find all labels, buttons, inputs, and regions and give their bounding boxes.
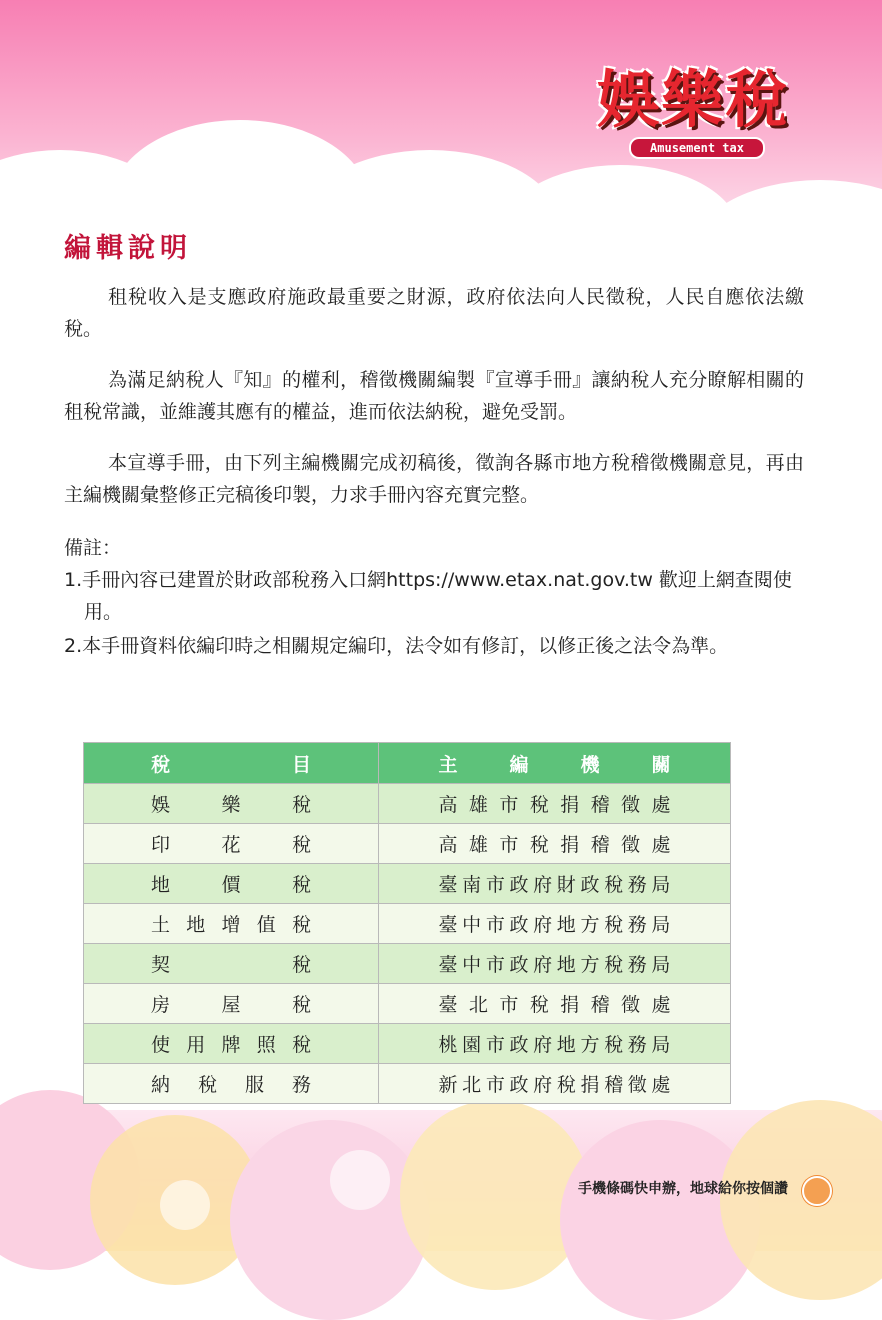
cell-text: 娛 樂 稅 (151, 794, 311, 816)
cell-text: 高 雄 市 稅 捐 稽 徵 處 (438, 834, 671, 856)
footer-slogan: 手機條碼快申辦，地球給你按個讚 (578, 1181, 788, 1197)
agency-cell (379, 1024, 731, 1064)
header-agency (379, 743, 731, 784)
logo-title: 娛樂稅 (596, 63, 789, 136)
table-row (84, 824, 731, 864)
page-title: 編輯說明 (64, 233, 192, 264)
page-marker-circle (802, 1176, 832, 1206)
cell-text: 契 稅 (151, 954, 311, 976)
bubble-shape (230, 1120, 430, 1320)
note-item: 1.手冊內容已建置於財政部稅務入口網https://www.etax.nat.gov.tw 歡迎上網查閱使用。 (64, 569, 792, 623)
cell-text: 臺 中 市 政 府 地 方 稅 務 局 (438, 914, 671, 936)
tax-item-cell (84, 864, 379, 904)
table-row (84, 784, 731, 824)
intro-paragraph: 租稅收入是支應政府施政最重要之財源，政府依法向人民徵稅，人民自應依法繳稅。 (64, 286, 804, 340)
tax-item-cell (84, 1024, 379, 1064)
table-header-row (84, 743, 731, 784)
amusement-tax-logo (582, 64, 804, 156)
agency-cell (379, 944, 731, 984)
intro-paragraph: 本宣導手冊，由下列主編機關完成初稿後，徵詢各縣市地方稅稽徵機關意見，再由主編機關彙整修正完稿後印製，力求手冊內容充實完整。 (64, 452, 804, 506)
bubble-shape (160, 1180, 210, 1230)
tax-item-cell (84, 984, 379, 1024)
cell-text: 納 稅 服 務 (151, 1074, 311, 1096)
tax-item-cell (84, 824, 379, 864)
table-row (84, 1064, 731, 1104)
cell-text: 高 雄 市 稅 捐 稽 徵 處 (438, 794, 671, 816)
cell-text: 房 屋 稅 (151, 994, 311, 1016)
header-tax-item (84, 743, 379, 784)
agency-cell (379, 984, 731, 1024)
header-cell-text: 主 編 機 關 (438, 753, 671, 776)
table-row (84, 904, 731, 944)
table-row (84, 944, 731, 984)
cell-text: 臺 中 市 政 府 地 方 稅 務 局 (438, 954, 671, 976)
note-item: 2.本手冊資料依編印時之相關規定編印，法令如有修訂，以修正後之法令為準。 (64, 635, 729, 657)
cell-text: 印 花 稅 (151, 834, 311, 856)
bubble-shape (330, 1150, 390, 1210)
notes-heading: 備註： (64, 537, 122, 559)
editor-agency-table (83, 742, 731, 1104)
agency-cell (379, 824, 731, 864)
cell-text: 臺 南 市 政 府 財 政 稅 務 局 (438, 874, 671, 896)
agency-cell (379, 904, 731, 944)
cell-text: 桃 園 市 政 府 地 方 稅 務 局 (438, 1034, 671, 1056)
logo-subtitle: Amusement tax (629, 137, 765, 159)
cell-text: 臺 北 市 稅 捐 稽 徵 處 (438, 994, 671, 1016)
cell-text: 新 北 市 政 府 稅 捐 稽 徵 處 (438, 1074, 671, 1096)
tax-item-cell (84, 944, 379, 984)
table-row (84, 864, 731, 904)
intro-paragraph: 為滿足納稅人『知』的權利，稽徵機關編製『宣導手冊』讓納稅人充分瞭解相關的租稅常識，並維護其應有的權益，進而依法納稅，避免受罰。 (64, 369, 804, 423)
agency-cell (379, 784, 731, 824)
cell-text: 使 用 牌 照 稅 (151, 1034, 311, 1056)
tax-item-cell (84, 904, 379, 944)
tax-item-cell (84, 784, 379, 824)
cell-text: 地 價 稅 (151, 874, 311, 896)
table-row (84, 984, 731, 1024)
tax-item-cell (84, 1064, 379, 1104)
table-row (84, 1024, 731, 1064)
header-cell-text: 稅 目 (151, 753, 311, 776)
cell-text: 土 地 增 值 稅 (151, 914, 311, 936)
agency-cell (379, 864, 731, 904)
agency-cell (379, 1064, 731, 1104)
